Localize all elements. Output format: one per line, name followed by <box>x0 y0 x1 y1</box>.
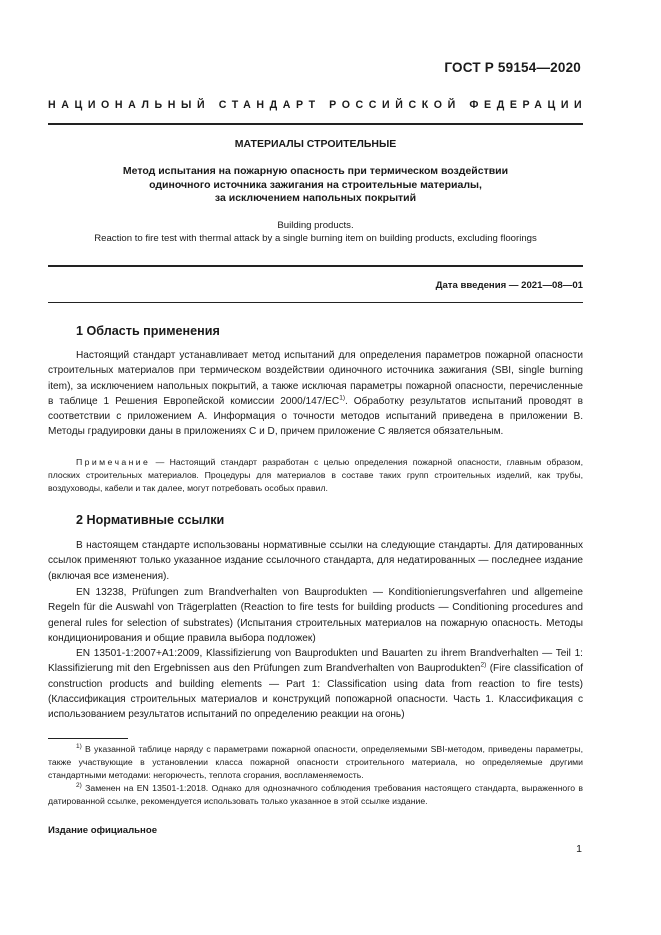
scope-text-cont: . Обработку результатов испытаний проводят в соответствии с приложением А. Информация о точности методов испытаний приведена в приложении В. Методы градуировки даны в приложениях С и D, причем приложение С является обязательным. <box>48 395 583 438</box>
national-standard-banner: НАЦИОНАЛЬНЫЙ СТАНДАРТ РОССИЙСКОЙ ФЕДЕРАЦИИ <box>48 99 588 111</box>
scope-text: Настоящий стандарт устанавливает метод испытаний для определения параметров пожарной опасности строительных материалов при термическом воздействии одиночного источника зажигания (SBI, single burning item), за исключением напольных покрытий, а также исключая параметры пожарной опасности, перечисленные в таблице 1 Решения Европейской комиссии 2000/147/EC <box>48 350 583 407</box>
english-title-line: Building products. <box>277 220 354 231</box>
document-title: МАТЕРИАЛЫ СТРОИТЕЛЬНЫЕ <box>234 138 397 150</box>
footnote-ref[interactable]: 2) <box>480 661 487 669</box>
english-title <box>48 219 583 245</box>
english-title-line: Reaction to fire test with thermal attack by a single burning item on building products, excluding floorings <box>94 233 537 244</box>
standard-number: ГОСТ Р 59154—2020 <box>444 60 581 75</box>
reference-en13501 <box>48 646 583 722</box>
introduction-date: Дата введения — 2021—08—01 <box>435 280 583 291</box>
footnote-ref[interactable]: 1) <box>339 394 345 402</box>
title-rule <box>48 265 583 267</box>
header-rule <box>48 123 583 125</box>
footnote <box>48 743 583 782</box>
footnote-mark: 1) <box>76 743 82 751</box>
footnote-mark: 2) <box>76 782 82 790</box>
official-edition-label: Издание официальное <box>48 825 158 836</box>
page-number: 1 <box>576 843 582 855</box>
section-heading-scope: 1 Область применения <box>76 324 220 338</box>
date-rule <box>48 302 583 303</box>
subtitle-line: одиночного источника зажигания на строительные материалы, <box>149 178 482 191</box>
scope-note <box>48 456 583 496</box>
footnote-text: В указанной таблице наряду с параметрами пожарной опасности, определяемыми SBI-методом, приведены параметры, также участвующие в установлении класса пожарной опасности строительного материала, но определяемые другими стандартными методами: негорючесть, теплота сгорания, воспламеняемость. <box>48 744 583 780</box>
footnote-rule <box>48 738 128 739</box>
note-label: Примечание <box>76 457 151 467</box>
subtitle-line: Метод испытания на пожарную опасность при термическом воздействии <box>122 165 509 177</box>
section-heading-references: 2 Нормативные ссылки <box>76 513 225 527</box>
footnote-text: Заменен на EN 13501-1:2018. Однако для однозначного соблюдения требования настоящего стандарта, выраженного в датированной ссылке, рекомендуется использовать только указанное в этой ссылке издание. <box>48 783 583 806</box>
reference-text: EN 13501-1:2007+A1:2009, Klassifizierung von Bauprodukten und Bauarten zu ihrem Brandverhalten — Teil 1: Klassifizierung mit den Ergebnissen aus den Prüfungen zum Brandverhalten von Bauprodukten <box>48 648 583 675</box>
footnote <box>48 782 583 808</box>
document-subtitle <box>48 165 583 206</box>
reference-text-cont: (Fire classification of construction products and building elements — Part 1: Classification using data from reaction to fire tests) (Классификация строительных материалов и конструкций попожарной опасности. Часть 1. Классификация с использованием результатов испытаний по определению реакции на огонь) <box>48 663 583 721</box>
subtitle-line: за исключением напольных покрытий <box>214 192 417 204</box>
scope-paragraph <box>48 348 583 440</box>
reference-en13238: EN 13238, Prüfungen zum Brandverhalten von Bauprodukten — Konditionierungsverfahren und allgemeine Regeln für die Auswahl von Trägerplatten (Reaction to fire tests for building products — Conditioning procedures and general rules for selection of substrates) (Испытания строительных материалов на пожарную опасность. Методы кондиционирования и общие правила выбора подложек) <box>48 587 583 644</box>
references-paragraph: В настоящем стандарте использованы нормативные ссылки на следующие стандарты. Для датированных ссылок применяют только указанное издание ссылочного стандарта, для недатированных — последнее издание (включая все изменения). <box>48 540 583 582</box>
note-text: — Настоящий стандарт разработан с целью определения пожарной опасности, главным образом, плоских строительных материалов. Процедуры для материалов в составе таких групп строительных изделий, как трубы, воздуховоды, кабели и так далее, могут потребовать особых правил. <box>48 457 583 494</box>
